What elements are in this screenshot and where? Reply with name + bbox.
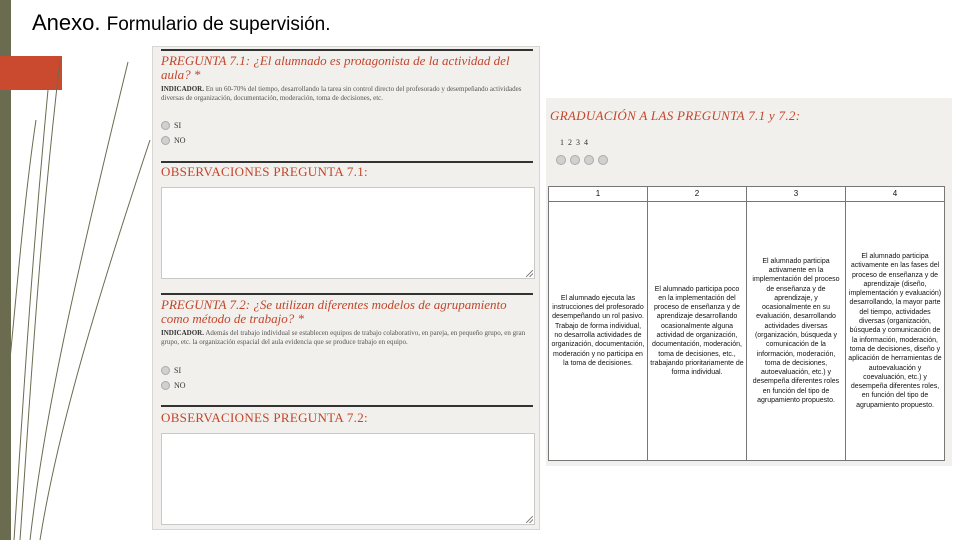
q71-option-si[interactable]: SI [161,121,181,130]
graduation-title: GRADUACIÓN A LAS PREGUNTA 7.1 y 7.2: [550,108,801,123]
divider [161,293,533,295]
resize-handle-icon[interactable] [526,516,533,523]
radio-icon[interactable] [161,381,170,390]
slide-title-sub: Formulario de supervisión. [106,14,331,35]
table-cell: El alumnado participa activamente en las fases del proceso de enseñanza y de aprendizaje (diseño, implementación y evaluación) desarrollando, la mayor parte del tiempo, actividades diversas (organización, búsqueda y comunicación de la información, moderación, toma de decisiones, diseño y aplicación de herramientas de autoevaluación y coevaluación, etc.) y desempeña diferentes roles, en función del tipo de agrupamiento propuesto. [846,202,945,461]
required-mark: * [193,67,201,82]
scale-label: 4 [584,138,588,147]
radio-icon[interactable] [598,155,608,165]
resize-handle-icon[interactable] [526,270,533,277]
scale-label: 1 [560,138,564,147]
graduation-table [548,186,945,461]
table-header-row [549,187,945,202]
q72-option-si[interactable]: SI [161,366,181,375]
radio-icon[interactable] [161,136,170,145]
required-mark: * [297,311,304,326]
radio-icon[interactable] [161,366,170,375]
table-cell: El alumnado participa poco en la implementación del proceso de enseñanza y de aprendizaje desarrollando ocasionalmente alguna actividad de organización, documentación, moderación, toma de decisiones, etc., trabajando prioritariamente de forma individual. [648,202,747,461]
graduation-scale-labels [560,138,588,147]
question-7-1-indicator: INDICADOR. En un 60-70% del tiempo, desarrollando la tarea sin control directo del profesorado y desempeñando actividades diversas de organización, documentación, moderación, toma de decisiones, etc. [161,85,522,102]
question-7-2-title: PREGUNTA 7.2: ¿Se utilizan diferentes modelos de agrupamiento como método de trabajo? * [161,297,507,326]
radio-icon[interactable] [161,121,170,130]
question-7-2-indicator: INDICADOR. Además del trabajo individual se establecen equipos de trabajo colaborativo, en pareja, en pequeño grupo, en gran grupo, etc. la organización espacial del aula evidencia que se produce trabajo en equipo. [161,329,526,346]
question-7-1-title: PREGUNTA 7.1: ¿El alumnado es protagonista de la actividad del aula? * [161,53,510,82]
observations-7-1-title: OBSERVACIONES PREGUNTA 7.1: [161,164,368,179]
slide-title [32,10,331,36]
table-header: 4 [846,187,945,202]
radio-icon[interactable] [556,155,566,165]
graduation-scale-radios [556,155,608,165]
table-cell: El alumnado participa activamente en la implementación del proceso de enseñanza y de aprendizaje, y ocasionalmente en su evaluación, desarrollando actividades diversas (organización, búsqueda y comunicación de la información, moderación, toma de decisiones, autoevaluación, etc.) y desempeña diferentes roles en función del tipo de agrupamiento propuesto. [747,202,846,461]
scale-label: 3 [576,138,580,147]
divider [161,405,533,407]
graduation-panel [546,98,952,466]
q72-option-no[interactable]: NO [161,381,186,390]
divider [161,49,533,51]
observations-7-2-title: OBSERVACIONES PREGUNTA 7.2: [161,410,368,425]
radio-icon[interactable] [570,155,580,165]
divider [161,161,533,163]
table-cell: El alumnado ejecuta las instrucciones del profesorado desempeñando un rol pasivo. Trabajo de forma individual, no desarrolla actividades de organización, documentación, moderación y no participa en la toma de decisiones. [549,202,648,461]
supervision-form [152,46,540,530]
q71-option-no[interactable]: NO [161,136,186,145]
slide-title-main: Anexo. [32,10,101,35]
table-header: 1 [549,187,648,202]
table-header: 3 [747,187,846,202]
observations-7-1-input[interactable] [161,187,535,279]
table-header: 2 [648,187,747,202]
radio-icon[interactable] [584,155,594,165]
table-row [549,202,945,461]
scale-label: 2 [568,138,572,147]
observations-7-2-input[interactable] [161,433,535,525]
